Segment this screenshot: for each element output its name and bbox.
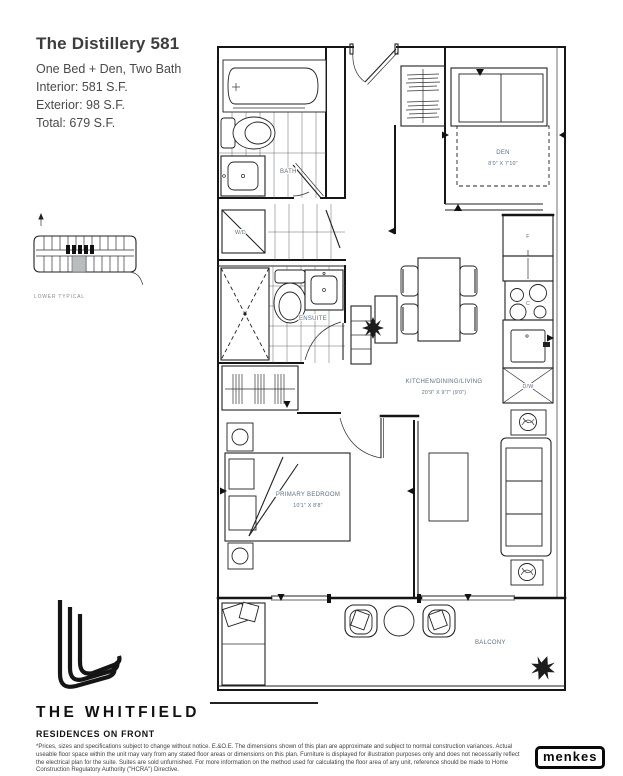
total-area: Total: 679 S.F. — [36, 116, 116, 130]
primary-dim-label: 10'1" X 8'8" — [293, 503, 323, 509]
hall-cabinet — [375, 296, 397, 343]
vanity-sink — [221, 156, 265, 196]
balcony-label: BALCONY — [475, 640, 506, 646]
balcony-table — [384, 606, 414, 636]
cooktop — [505, 281, 553, 320]
fridge-label: F — [526, 234, 530, 240]
den-bed-pullout — [457, 126, 549, 186]
brand-subtitle: RESIDENCES ON FRONT — [36, 729, 155, 739]
plant-icon — [527, 652, 559, 684]
entry-door — [353, 49, 399, 85]
brand-name: THE WHITFIELD — [36, 704, 200, 721]
den-sofa-bed — [451, 68, 549, 186]
key-plan — [28, 210, 143, 302]
table-plant-icon — [519, 564, 536, 581]
living-area — [429, 410, 551, 601]
ensuite-vanity — [305, 270, 343, 310]
bath-door — [293, 163, 324, 198]
bedroom-door — [340, 418, 384, 458]
plant-icon — [362, 317, 384, 339]
ensuite-label: ENSUITE — [298, 316, 328, 322]
floor-plan — [213, 38, 573, 698]
legal-disclaimer: *Prices, sizes and specifications subject to change without notice. E.&O.E. The dimensions shown of this plan are approximate and subject to normal construction variances. Actual useable floor space within the unit may vary from any stated floor areas or dimensions on this plan. Furniture is displayed for illustration purposes only and does not necessarily reflect the electrical plan for the suite. Suites are sold unfurnished. For more information on the method used for calculating the floor area of any unit, reference should be made to Home Construction Regulatory Authority ("HCRA") Directive. — [36, 744, 520, 774]
den-label: DEN — [496, 150, 510, 156]
primary-bedroom — [220, 366, 414, 601]
pillow — [229, 496, 256, 530]
dishwasher-label: D/W — [522, 384, 534, 390]
table-plant-icon — [520, 414, 537, 431]
bath-label: BATH — [280, 169, 297, 175]
exterior-area: Exterior: 98 S.F. — [36, 98, 125, 112]
balcony-chair — [423, 605, 455, 637]
page-title: The Distillery 581 — [36, 34, 180, 53]
kitchen-sink — [503, 320, 553, 368]
nightstand — [228, 543, 253, 569]
unit-type: One Bed + Den, Two Bath — [36, 62, 182, 76]
laundry — [222, 204, 345, 260]
kitchen — [401, 215, 554, 403]
plan-header — [36, 34, 181, 132]
kitchen-label: KITCHEN/DINING/LIVING — [405, 379, 483, 385]
core-cells — [66, 245, 94, 254]
building-outline — [34, 236, 143, 285]
dining-table — [418, 258, 460, 341]
whitfield-logo-icon — [50, 598, 125, 703]
ensuite — [221, 266, 345, 363]
sofa — [501, 438, 551, 556]
bathroom — [218, 60, 326, 198]
media-console — [429, 453, 468, 521]
entry-closet — [401, 66, 445, 126]
shower — [221, 268, 269, 360]
den — [442, 68, 565, 211]
ensuite-door — [305, 322, 343, 360]
entry — [350, 44, 445, 235]
den-dim-label: 8'0" X 7'10" — [488, 161, 518, 167]
wd-label: W/D — [235, 230, 246, 236]
lounge-chair — [222, 602, 265, 685]
kitchen-dim-label: 20'9" X 9'7" (9'0") — [421, 390, 467, 396]
balcony-chair — [345, 605, 377, 637]
balcony — [222, 602, 559, 685]
toilet — [221, 117, 275, 149]
bedroom-closet — [222, 366, 298, 410]
hall-tile-grid — [268, 204, 345, 260]
keyplan-caption: LOWER TYPICAL — [34, 294, 85, 300]
interior-area: Interior: 581 S.F. — [36, 80, 128, 94]
menkes-logo: menkes — [535, 746, 605, 769]
pillow — [229, 459, 254, 489]
cooktop-label: C — [525, 301, 531, 307]
highlighted-unit — [72, 256, 86, 272]
primary-label: PRIMARY BEDROOM — [275, 492, 341, 498]
north-arrow-icon — [38, 213, 43, 226]
bathtub — [223, 60, 326, 112]
nightstand — [227, 423, 253, 451]
fridge — [503, 215, 553, 256]
hall-storage — [351, 296, 397, 364]
plan-edge-line — [210, 702, 318, 704]
dishwasher — [503, 368, 553, 403]
